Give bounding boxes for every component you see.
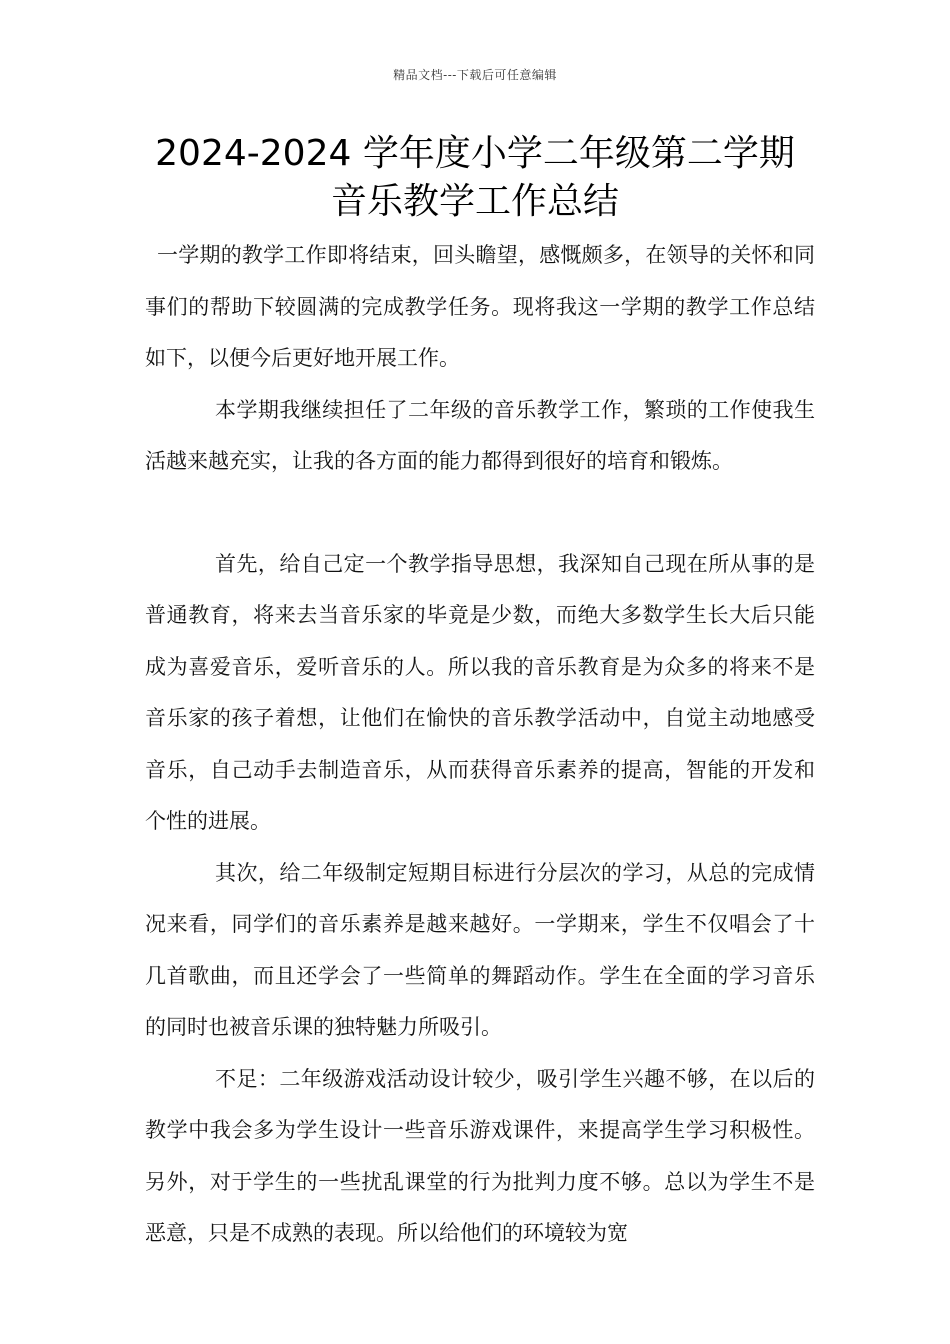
paragraph-overview: 本学期我继续担任了二年级的音乐教学工作，繁琐的工作使我生活越来越充实，让我的各方面的能力都得到很好的培育和锻炼。	[145, 397, 815, 473]
paragraph-shortcomings: 不足：二年级游戏活动设计较少，吸引学生兴趣不够，在以后的教学中我会多为学生设计一些音乐游戏课件，来提高学生学习积极性。另外，对于学生的一些扰乱课堂的行为批判力度不够。总以为学生不是恶意，只是不成熟的表现。所以给他们的环境较为宽	[145, 1066, 815, 1245]
document-body	[145, 230, 815, 1260]
paragraph-gap	[145, 488, 815, 539]
document-title	[0, 130, 950, 226]
paragraph-intro: 一学期的教学工作即将结束，回头瞻望，感慨颇多，在领导的关怀和同事们的帮助下较圆满的完成教学任务。现将我这一学期的教学工作总结如下，以便今后更好地开展工作。	[145, 243, 815, 370]
paragraph-guiding-idea: 首先，给自己定一个教学指导思想，我深知自己现在所从事的是普通教育，将来去当音乐家的毕竟是少数，而绝大多数学生长大后只能成为喜爱音乐，爱听音乐的人。所以我的音乐教育是为众多的将来不是音乐家的孩子着想，让他们在愉快的音乐教学活动中，自觉主动地感受音乐，自己动手去制造音乐，从而获得音乐素养的提高，智能的开发和个性的进展。	[145, 551, 815, 833]
title-line-2: 音乐教学工作总结	[330, 181, 619, 222]
paragraph-goals: 其次，给二年级制定短期目标进行分层次的学习，从总的完成情况来看，同学们的音乐素养是越来越好。一学期来，学生不仅唱会了十几首歌曲，而且还学会了一些简单的舞蹈动作。学生在全面的学习音乐的同时也被音乐课的独特魅力所吸引。	[145, 860, 815, 1039]
title-line-1: 2024-2024 学年度小学二年级第二学期	[155, 133, 795, 174]
header-note: 精品文档---下载后可任意编辑	[393, 68, 557, 82]
